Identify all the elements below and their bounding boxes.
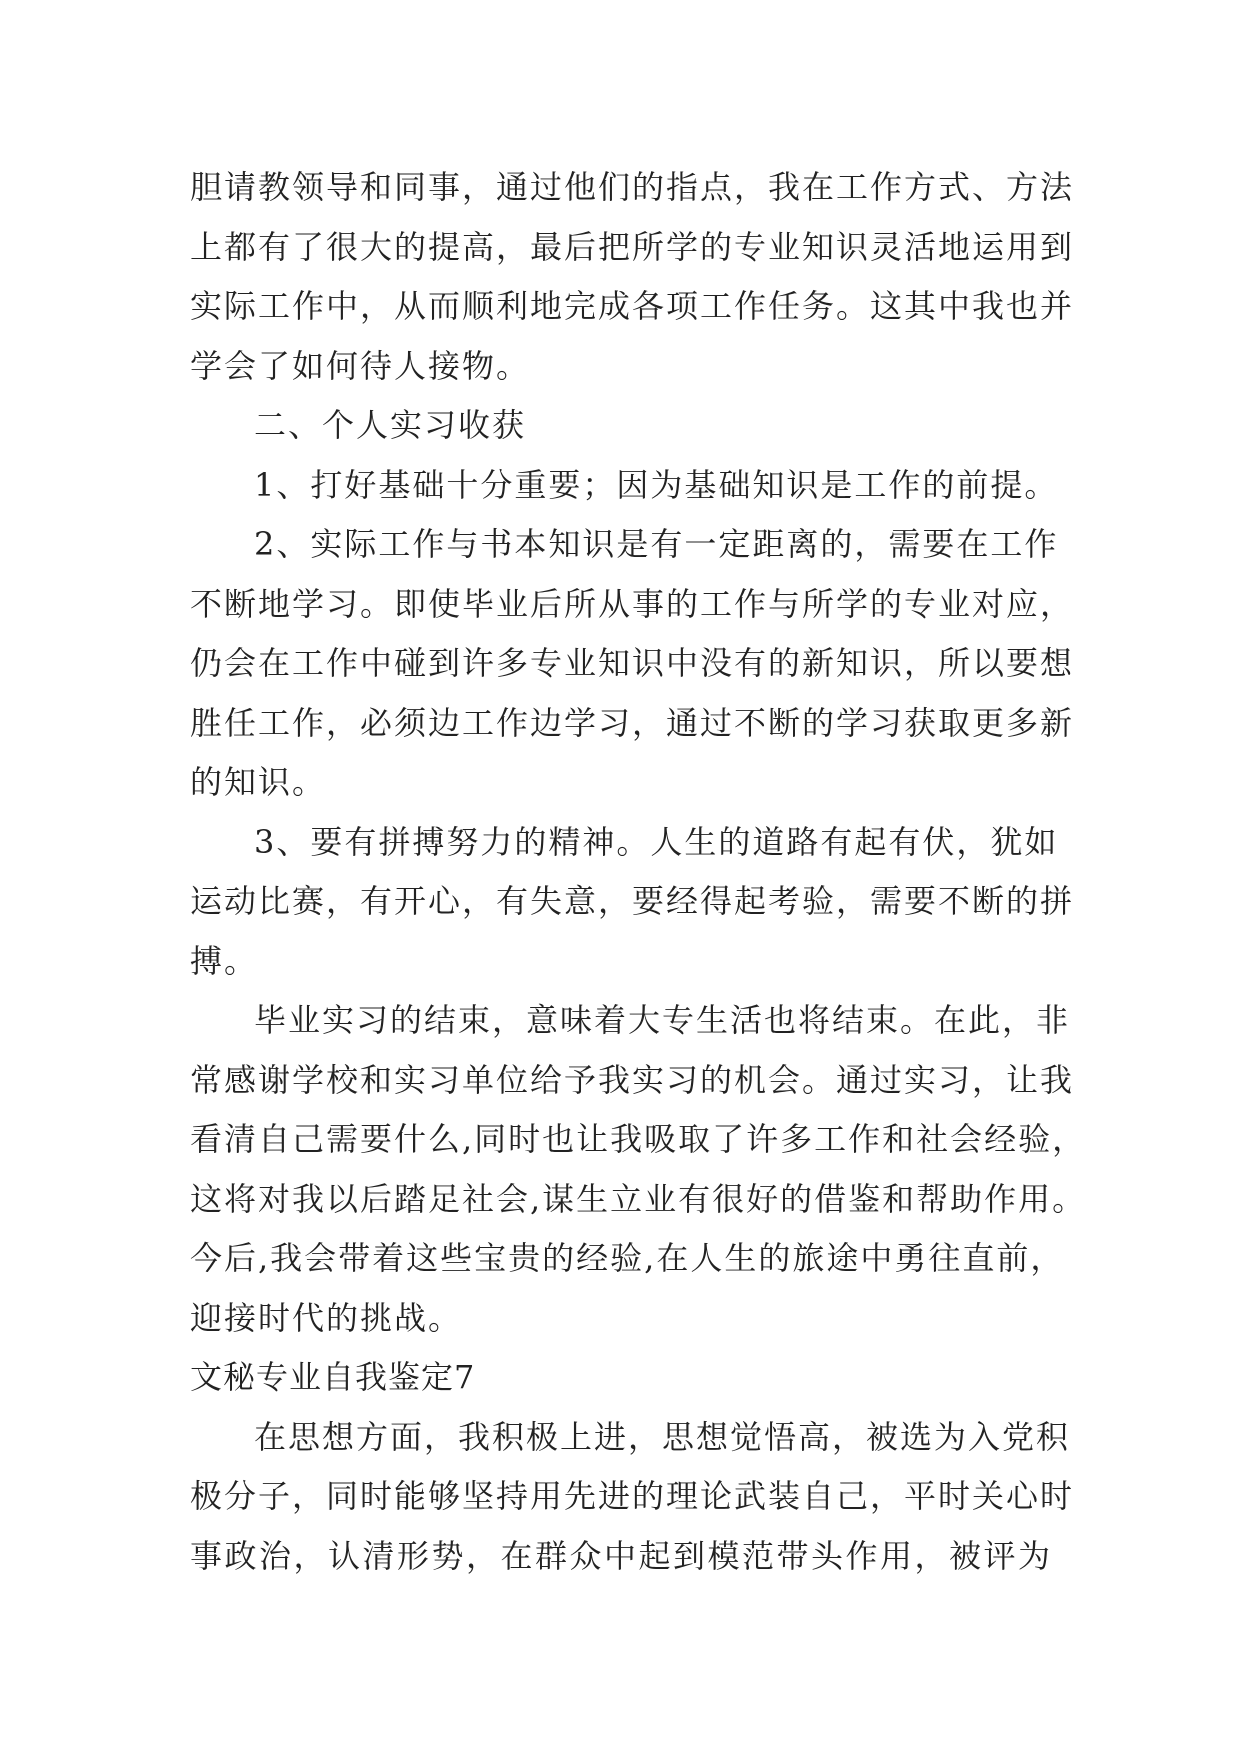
- text-line: 上都有了很大的提高，最后把所学的专业知识灵活地运用到: [190, 227, 1075, 266]
- text-line: 不断地学习。即使毕业后所从事的工作与所学的专业对应，: [190, 584, 1075, 623]
- text-line: 学会了如何待人接物。: [190, 346, 531, 385]
- text-line: 这将对我以后踏足社会,谋生立业有很好的借鉴和帮助作用。: [190, 1179, 1087, 1218]
- text-line: 二、个人实习收获: [254, 406, 527, 444]
- text-line: 的知识。: [190, 763, 327, 801]
- text-line: 看清自己需要什么,同时也让我吸取了许多工作和社会经验，: [190, 1120, 1087, 1158]
- text-line: 迎接时代的挑战。: [190, 1298, 463, 1337]
- text-line: 3、要有拼搏努力的精神。人生的道路有起有伏，犹如: [254, 822, 1059, 861]
- text-line: 极分子，同时能够坚持用先进的理论武装自己，平时关心时: [190, 1477, 1075, 1515]
- text-line: 事政治，认清形势，在群众中起到模范带头作用，被评为: [190, 1536, 1052, 1575]
- text-line: 毕业实习的结束，意味着大专生活也将结束。在此，非: [254, 1001, 1071, 1039]
- text-line: 实际工作中，从而顺利地完成各项工作任务。这其中我也并: [190, 287, 1075, 325]
- text-line: 仍会在工作中碰到许多专业知识中没有的新知识，所以要想: [190, 644, 1075, 682]
- text-line: 胆请教领导和同事，通过他们的指点，我在工作方式、方法: [190, 168, 1075, 206]
- text-line: 搏。: [190, 941, 259, 980]
- text-line: 在思想方面，我积极上进，思想觉悟高，被选为入党积: [254, 1417, 1071, 1456]
- text-line: 今后,我会带着这些宝贵的经验,在人生的旅途中勇往直前，: [190, 1239, 1065, 1277]
- text-line: 2、实际工作与书本知识是有一定距离的，需要在工作: [254, 525, 1059, 563]
- text-line: 运动比赛，有开心，有失意，要经得起考验，需要不断的拼: [190, 882, 1075, 920]
- section-heading: 文秘专业自我鉴定7: [190, 1358, 476, 1396]
- document-body: [190, 158, 1087, 1586]
- text-line: 常感谢学校和实习单位给予我实习的机会。通过实习，让我: [190, 1060, 1075, 1099]
- text-line: 1、打好基础十分重要；因为基础知识是工作的前提。: [254, 465, 1059, 504]
- text-line: 胜任工作，必须边工作边学习，通过不断的学习获取更多新: [190, 703, 1075, 742]
